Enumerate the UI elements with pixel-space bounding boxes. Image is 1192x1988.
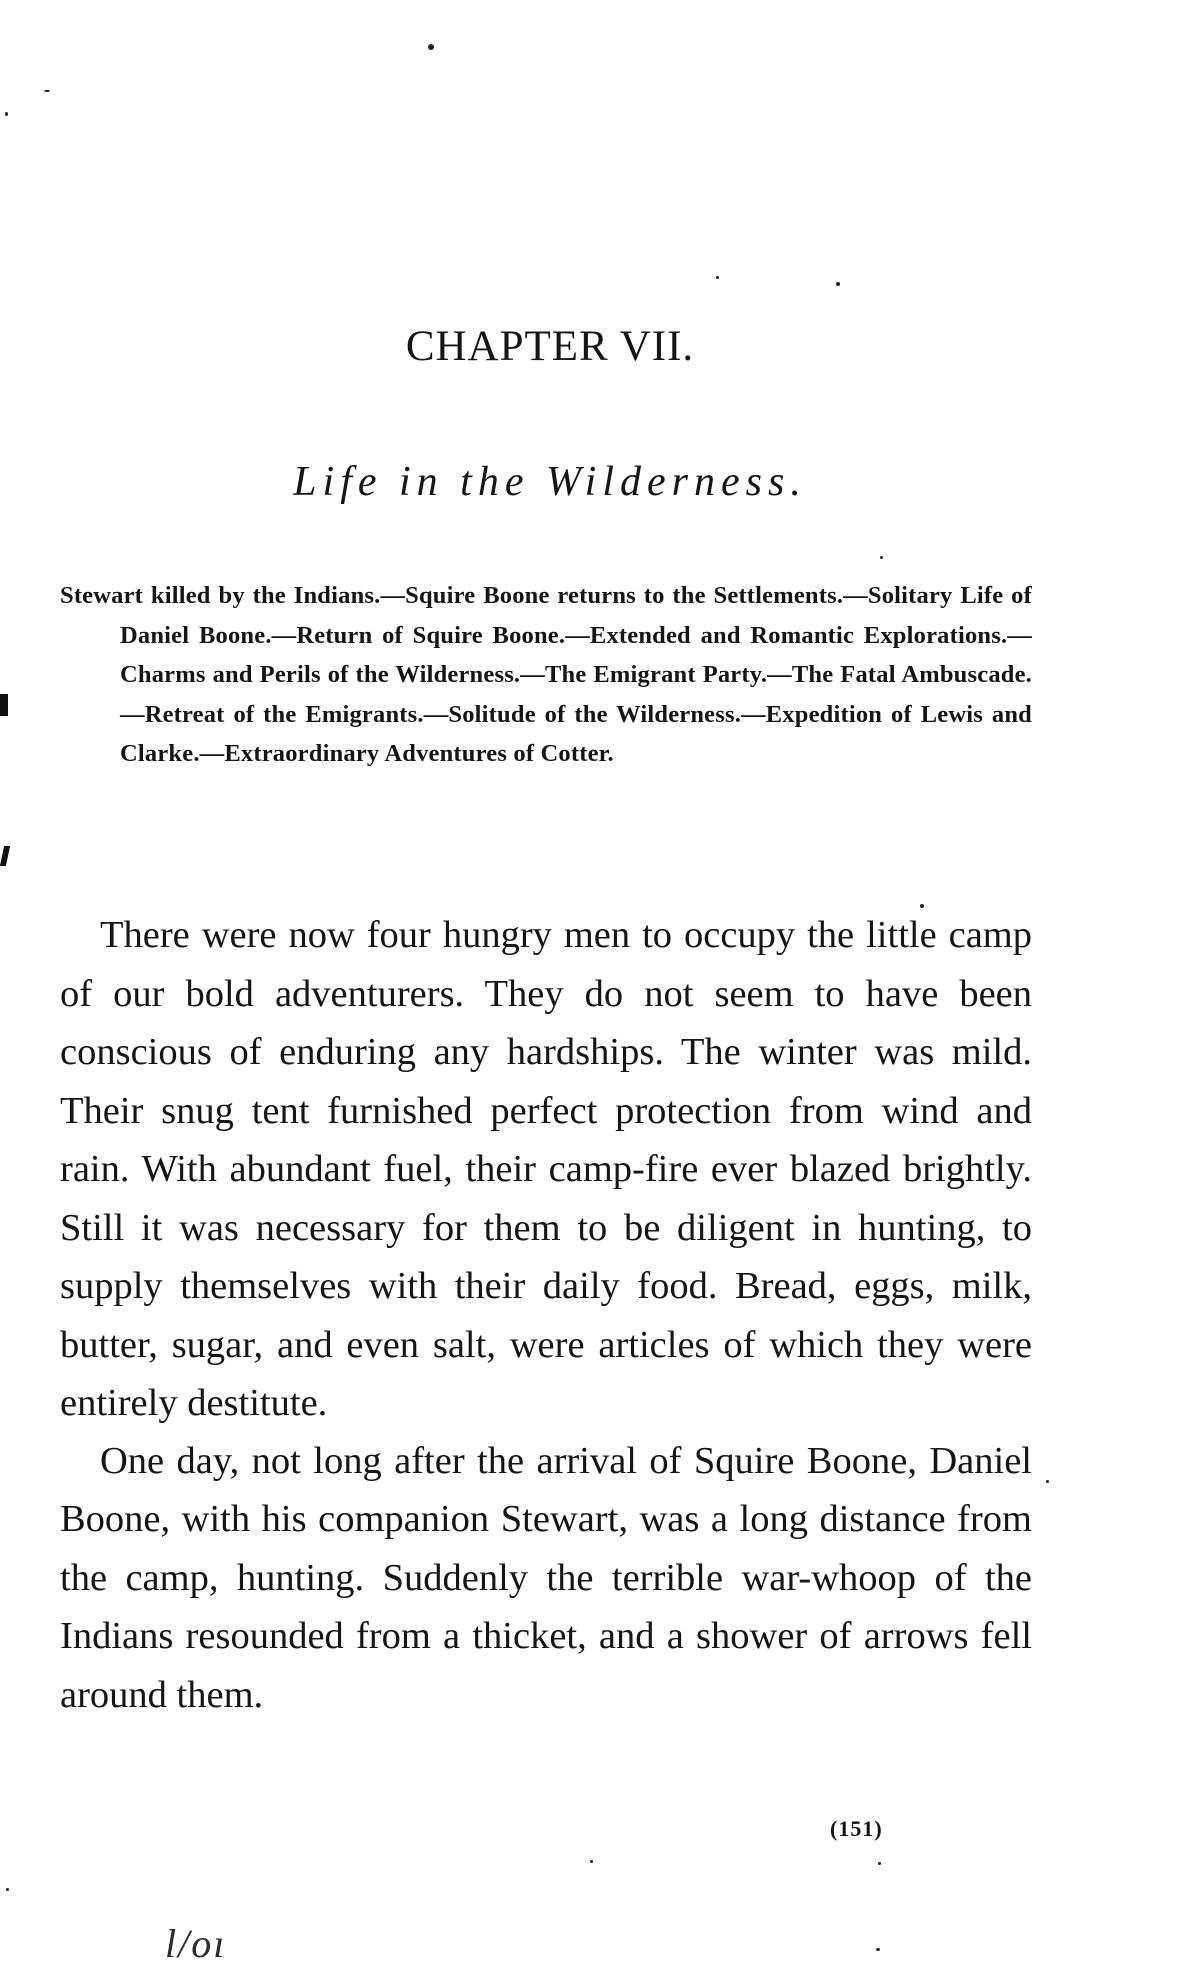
scan-speck	[880, 556, 883, 559]
scan-speck	[716, 276, 719, 279]
chapter-subtitle: Life in the Wilderness.	[293, 459, 807, 505]
binding-edge-mark	[0, 846, 10, 866]
body-text	[60, 906, 1032, 1723]
paragraph: There were now four hungry men to occupy the little camp of our bold adventurers. They do not seem to have been conscious of enduring any hardships. The winter was mild. Their snug tent furnished perfect protection from wind and rain. With abundant fuel, their camp-fire ever blazed brightly. Still it was necessary for them to be diligent in hunting, to supply themselves with their daily food. Bread, eggs, milk, butter, sugar, and even salt, were articles of which they were entirely destitute.	[60, 914, 1032, 1424]
scan-speck	[1046, 1480, 1049, 1483]
handwritten-mark: l/oı	[165, 1921, 227, 1966]
scan-speck	[876, 1948, 880, 1951]
scan-speck	[878, 1862, 881, 1865]
scan-speck	[428, 44, 434, 50]
page-number: (151)	[830, 1816, 883, 1841]
scan-speck	[6, 1888, 9, 1891]
binding-edge-mark	[0, 694, 8, 716]
scan-speck	[836, 282, 840, 286]
chapter-synopsis: Stewart killed by the Indians.—Squire Boone returns to the Settlements.—Solitary Life of Daniel Boone.—Return of Squire Boone.—Extended and Romantic Explorations.—Charms and Perils of the Wilderness.—The Emigrant Party.—The Fatal Ambuscade.—Retreat of the Emigrants.—Solitude of the Wilderness.—Expedition of Lewis and Clarke.—Extraordinary Adventures of Cotter.	[60, 582, 1032, 767]
scan-speck	[590, 1860, 593, 1863]
scan-speck	[5, 112, 8, 116]
paragraph: One day, not long after the arrival of Squire Boone, Daniel Boone, with his companion Stewart, was a long distance from the camp, hunting. Suddenly the terrible war-whoop of the Indians resounded from a thicket, and a shower of arrows fell around them.	[60, 1439, 1032, 1716]
scan-speck	[44, 90, 50, 92]
chapter-title: CHAPTER VII.	[405, 323, 695, 370]
